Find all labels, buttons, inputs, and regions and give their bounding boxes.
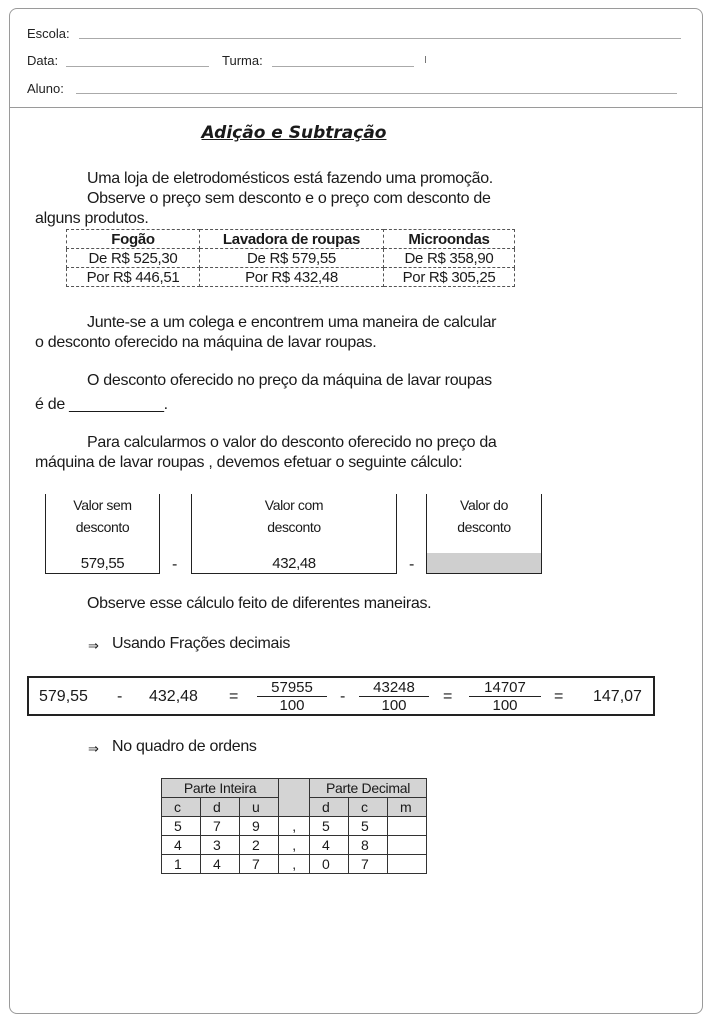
place-value-table [161,778,427,874]
value-with-discount-box [191,494,397,574]
colleague-line-2: o desconto oferecido na máquina de lavar roupas. [35,334,377,351]
eq-term-a: 579,55 [39,688,88,705]
school-line [79,38,681,39]
date-label: Data: [27,53,59,68]
student-label: Aluno: [27,81,64,96]
separator-header [279,779,310,817]
group-integer: Parte Inteira [162,779,279,798]
bullet-orders: No quadro de ordens [112,738,257,755]
col-header: u [240,798,279,817]
right-arrow-icon: ⇒ [88,741,99,756]
box-label: Valor sem desconto [73,497,132,535]
price-cell: Por R$ 446,51 [67,268,200,287]
minus-sign: - [409,556,415,573]
answer-area[interactable] [427,553,541,573]
intro-line-1: Uma loja de eletrodomésticos está fazendo uma promoção. [87,170,493,187]
table-row: 5 7 9 , 5 5 [162,817,427,836]
minus-sign: - [172,556,178,573]
header-divider [9,107,703,108]
intro-line-3: alguns produtos. [35,210,149,227]
price-header-stove: Fogão [67,230,200,249]
group-decimal: Parte Decimal [310,779,427,798]
eq-equals: = [229,688,239,705]
calc-line-1: Para calcularmos o valor do desconto oferecido no preço da [87,434,497,451]
tick-mark [425,56,426,63]
eq-result: 147,07 [593,688,642,705]
price-cell: Por R$ 305,25 [384,268,515,287]
date-line [66,66,209,67]
class-line [272,66,414,67]
fraction-equation [27,676,655,716]
col-header: d [201,798,240,817]
discount-line-2: é de ___________. [35,396,168,413]
eq-minus: - [117,688,123,705]
fraction-1: $\frac{57955}{100}$ [257,679,327,714]
price-table [66,229,515,287]
price-cell: Por R$ 432,48 [200,268,384,287]
col-header: c [349,798,388,817]
calc-line-2: máquina de lavar roupas , devemos efetuar o seguinte cálculo: [35,454,463,471]
right-arrow-icon: ⇒ [88,638,99,653]
price-cell: De R$ 358,90 [384,249,515,268]
student-line [76,93,677,94]
bullet-fractions: Usando Frações decimais [112,635,291,652]
box-label: Valor do desconto [457,497,511,535]
eq-minus: - [340,688,346,705]
fraction-3: $\frac{14707}{100}$ [469,679,541,714]
col-header: m [388,798,427,817]
observe-text: Observe esse cálculo feito de diferentes maneiras. [87,595,432,612]
eq-equals: = [443,688,453,705]
eq-term-b: 432,48 [149,688,198,705]
discount-line-1: O desconto oferecido no preço da máquina de lavar roupas [87,372,492,389]
box-value: 432,48 [272,555,316,572]
table-row: 1 4 7 , 0 7 [162,855,427,874]
col-header: d [310,798,349,817]
page-title: Adição e Subtração [201,123,387,143]
col-header: c [162,798,201,817]
price-cell: De R$ 525,30 [67,249,200,268]
price-cell: De R$ 579,55 [200,249,384,268]
discount-value-box[interactable] [426,494,542,574]
fraction-2: $\frac{43248}{100}$ [359,679,429,714]
school-label: Escola: [27,26,70,41]
box-label: Valor com desconto [264,497,324,535]
colleague-line-1: Junte-se a um colega e encontrem uma maneira de calcular [87,314,497,331]
eq-equals: = [554,688,564,705]
class-label: Turma: [222,53,263,68]
price-header-washer: Lavadora de roupas [200,230,384,249]
intro-line-2: Observe o preço sem desconto e o preço com desconto de [87,190,491,207]
price-header-microwave: Microondas [384,230,515,249]
table-row: 4 3 2 , 4 8 [162,836,427,855]
box-value: 579,55 [80,555,125,572]
value-without-discount-box [45,494,160,574]
